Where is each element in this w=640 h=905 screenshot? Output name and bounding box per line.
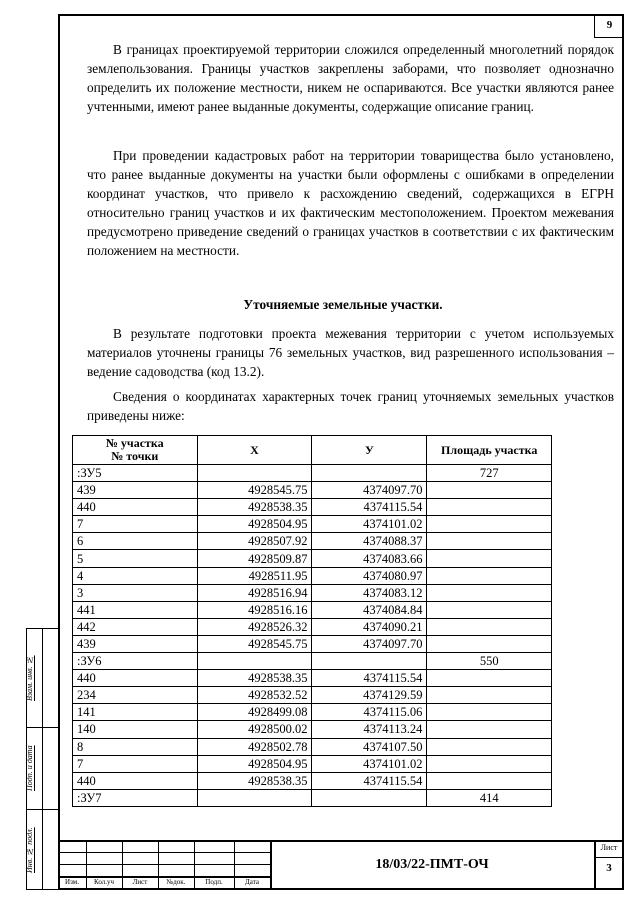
cell-x: 4928511.95: [197, 567, 312, 584]
cell-point: 440: [73, 670, 198, 687]
cell-x: 4928516.16: [197, 601, 312, 618]
cell-y: 4374115.06: [312, 704, 427, 721]
header-point: [73, 436, 198, 465]
coordinates-table: [72, 435, 552, 807]
table-row: [73, 499, 552, 516]
cell-y: 4374090.21: [312, 618, 427, 635]
cell-area: [427, 601, 552, 618]
header-x: X: [197, 436, 312, 465]
cell-x: 4928538.35: [197, 772, 312, 789]
table-row: [73, 738, 552, 755]
cell-y: 4374101.02: [312, 516, 427, 533]
table-row: [73, 635, 552, 652]
side-label-podp: Подп. и дата: [25, 745, 34, 791]
cell-point: 440: [73, 772, 198, 789]
cell-x: [197, 653, 312, 670]
cell-x: 4928526.32: [197, 618, 312, 635]
cell-area: [427, 755, 552, 772]
cell-y: 4374097.70: [312, 482, 427, 499]
cell-y: 4374088.37: [312, 533, 427, 550]
cell-point: 5: [73, 550, 198, 567]
cell-area: [427, 772, 552, 789]
cell-x: 4928538.35: [197, 670, 312, 687]
cell-y: 4374084.84: [312, 601, 427, 618]
sheet-label: Лист: [600, 843, 618, 852]
paragraph-2: При проведении кадастровых работ на территории товарищества было установлено, что ранее выданные документы на участки были оформлены с ошибками в определении координат участков, что привело к расхождению сведений, содержащихся в ЕГРН относительно границ участков и их фактическим местоположением. Проектом межевания предусмотрено приведение сведений о границах участков в соответствии с их фактическим положением на местности.: [87, 148, 614, 258]
stamp-label-ndok: №док.: [166, 878, 186, 886]
cell-area: [427, 738, 552, 755]
cell-area: [427, 533, 552, 550]
cell-area: 727: [427, 465, 552, 482]
paragraph-1: В границах проектируемой территории сложился определенный многолетний порядок землепользования. Границы участков закреплены заборами, что позволяет однозначно определить их положение местности, никем не оспариваются. Все участки являются ранее учтенными, имеют ранее выданные документы, содержащие описание границ.: [87, 42, 614, 114]
cell-x: 4928538.35: [197, 499, 312, 516]
cell-area: 414: [427, 789, 552, 806]
table-row: [73, 601, 552, 618]
cell-point: 442: [73, 618, 198, 635]
table-row: [73, 465, 552, 482]
cell-y: 4374101.02: [312, 755, 427, 772]
cell-area: [427, 482, 552, 499]
cell-x: 4928504.95: [197, 755, 312, 772]
table-row: [73, 687, 552, 704]
cell-area: [427, 584, 552, 601]
cell-x: 4928502.78: [197, 738, 312, 755]
cell-x: 4928532.52: [197, 687, 312, 704]
cell-point: 6: [73, 533, 198, 550]
cell-y: 4374080.97: [312, 567, 427, 584]
header-y: У: [312, 436, 427, 465]
header-point-line2: № точки: [111, 449, 159, 463]
cell-point: :ЗУ6: [73, 653, 198, 670]
table-row: [73, 772, 552, 789]
side-stamp: [26, 628, 58, 890]
page-number-box: 9: [594, 14, 624, 38]
cell-area: [427, 499, 552, 516]
cell-x: 4928545.75: [197, 635, 312, 652]
cell-point: 439: [73, 482, 198, 499]
stamp-label-data: Дата: [245, 878, 259, 886]
cell-point: :ЗУ5: [73, 465, 198, 482]
cell-area: [427, 516, 552, 533]
paragraph-4: Сведения о координатах характерных точек границ уточняемых земельных участков приведены ниже:: [87, 389, 614, 423]
cell-x: 4928516.94: [197, 584, 312, 601]
cell-area: [427, 704, 552, 721]
title-block: [58, 840, 624, 890]
cell-area: [427, 635, 552, 652]
table-row: [73, 721, 552, 738]
cell-area: [427, 721, 552, 738]
cell-y: [312, 465, 427, 482]
cell-point: 234: [73, 687, 198, 704]
stamp-label-podp: Подп.: [205, 878, 223, 886]
cell-point: 440: [73, 499, 198, 516]
header-point-line1: № участка: [105, 436, 164, 450]
table-row: [73, 618, 552, 635]
cell-y: 4374115.54: [312, 499, 427, 516]
cell-point: :ЗУ7: [73, 789, 198, 806]
cell-x: 4928504.95: [197, 516, 312, 533]
table-row: [73, 550, 552, 567]
cell-point: 7: [73, 516, 198, 533]
cell-area: [427, 687, 552, 704]
cell-area: [427, 550, 552, 567]
side-label-vzam: Взам. инв. №: [25, 655, 34, 701]
table-row: [73, 755, 552, 772]
table-row: [73, 789, 552, 806]
cell-y: 4374083.66: [312, 550, 427, 567]
cell-point: 7: [73, 755, 198, 772]
table-row: [73, 653, 552, 670]
table-row: [73, 482, 552, 499]
stamp-label-list: Лист: [132, 878, 148, 886]
table-row: [73, 567, 552, 584]
document-code: 18/03/22-ПМТ-ОЧ: [375, 857, 489, 872]
cell-point: 8: [73, 738, 198, 755]
header-area: Площадь участка: [427, 436, 552, 465]
cell-y: 4374129.59: [312, 687, 427, 704]
cell-point: 140: [73, 721, 198, 738]
sheet-number: 3: [606, 862, 612, 874]
cell-point: 439: [73, 635, 198, 652]
cell-y: 4374115.54: [312, 772, 427, 789]
cell-area: [427, 670, 552, 687]
cell-y: 4374097.70: [312, 635, 427, 652]
side-label-inv: Инв. № подл.: [25, 827, 34, 873]
cell-point: 141: [73, 704, 198, 721]
cell-y: 4374115.54: [312, 670, 427, 687]
cell-point: 3: [73, 584, 198, 601]
section-heading: Уточняемые земельные участки.: [243, 297, 443, 312]
cell-y: 4374113.24: [312, 721, 427, 738]
cell-x: [197, 465, 312, 482]
cell-y: [312, 653, 427, 670]
stamp-label-kol: Кол.уч: [94, 878, 114, 886]
paragraph-3: В результате подготовки проекта межевания территории с учетом используемых материалов уточнены границы 76 земельных участков, вид разрешенного использования – ведение садоводства (код 13.2).: [87, 326, 614, 379]
table-row: [73, 670, 552, 687]
cell-x: 4928545.75: [197, 482, 312, 499]
cell-y: 4374083.12: [312, 584, 427, 601]
cell-y: [312, 789, 427, 806]
cell-x: 4928499.08: [197, 704, 312, 721]
cell-point: 4: [73, 567, 198, 584]
cell-y: 4374107.50: [312, 738, 427, 755]
table-row: [73, 704, 552, 721]
cell-x: [197, 789, 312, 806]
table-row: [73, 516, 552, 533]
cell-x: 4928507.92: [197, 533, 312, 550]
cell-area: [427, 618, 552, 635]
stamp-label-izm: Изм.: [65, 878, 79, 886]
cell-point: 441: [73, 601, 198, 618]
table-row: [73, 584, 552, 601]
table-row: [73, 533, 552, 550]
cell-area: [427, 567, 552, 584]
cell-x: 4928509.87: [197, 550, 312, 567]
cell-area: 550: [427, 653, 552, 670]
cell-x: 4928500.02: [197, 721, 312, 738]
table-header-row: [73, 436, 552, 465]
